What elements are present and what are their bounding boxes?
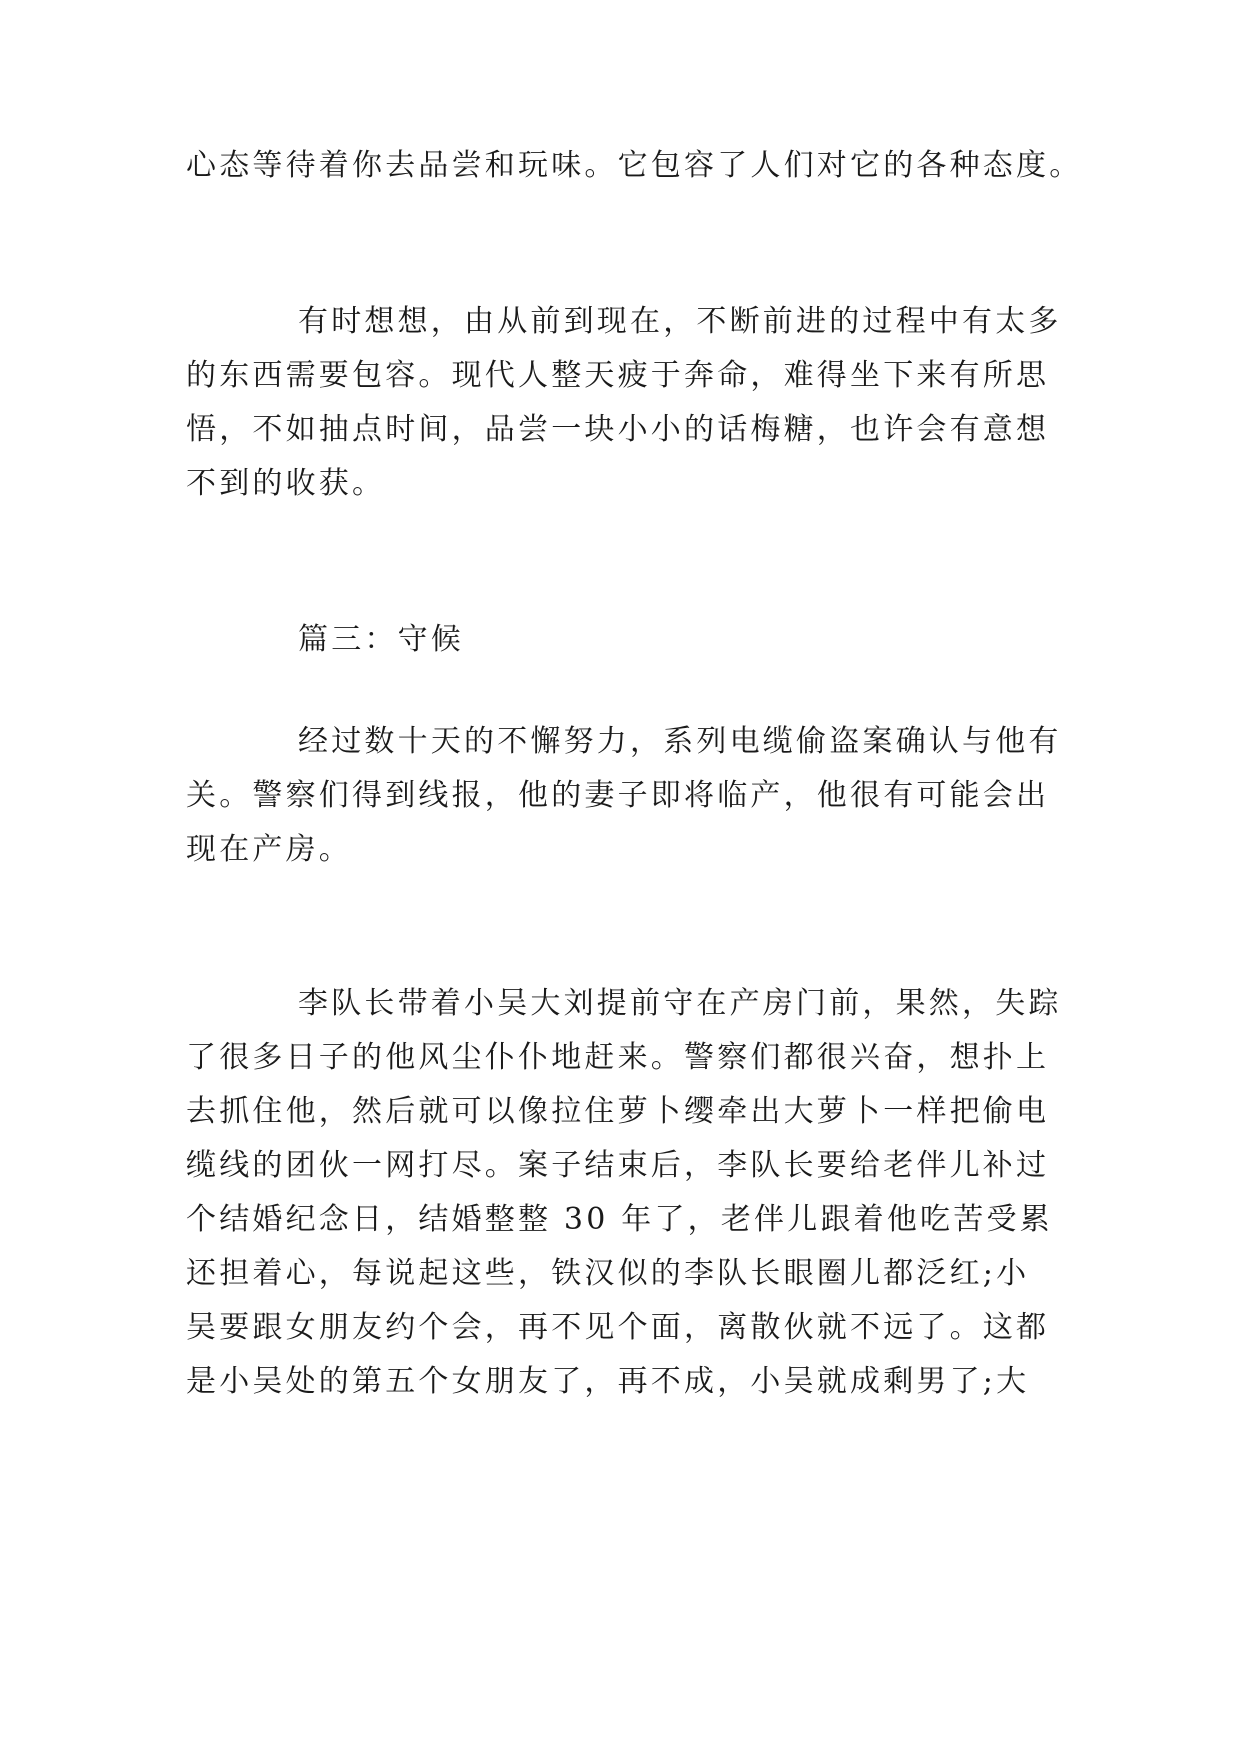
paragraph-line: 关。警察们得到线报，他的妻子即将临产，他很有可能会出 [186, 778, 1050, 813]
paragraph-line: 现在产房。 [186, 832, 352, 867]
paragraph-line: 还担着心，每说起这些，铁汉似的李队长眼圈儿都泛红;小 [186, 1256, 1030, 1291]
paragraph-line: 个结婚纪念日，结婚整整 30 年了，老伴儿跟着他吃苦受累 [186, 1202, 1053, 1237]
paragraph-line: 不到的收获。 [186, 466, 386, 501]
paragraph-line: 经过数十天的不懈努力，系列电缆偷盗案确认与他有 [298, 724, 1062, 759]
paragraph-line: 的东西需要包容。现代人整天疲于奔命，难得坐下来有所思 [186, 358, 1050, 393]
section-heading: 篇三：守候 [298, 622, 464, 657]
paragraph-line: 悟，不如抽点时间，品尝一块小小的话梅糖，也许会有意想 [186, 412, 1050, 447]
paragraph-line: 吴要跟女朋友约个会，再不见个面，离散伙就不远了。这都 [186, 1310, 1050, 1345]
paragraph-line: 心态等待着你去品尝和玩味。它包容了人们对它的各种态度。 [186, 148, 1083, 183]
paragraph-line: 有时想想，由从前到现在，不断前进的过程中有太多 [298, 304, 1062, 339]
paragraph-line: 缆线的团伙一网打尽。案子结束后，李队长要给老伴儿补过 [186, 1148, 1050, 1183]
paragraph-line: 李队长带着小吴大刘提前守在产房门前，果然，失踪 [298, 986, 1062, 1021]
paragraph-line: 了很多日子的他风尘仆仆地赶来。警察们都很兴奋，想扑上 [186, 1040, 1050, 1075]
paragraph-line: 去抓住他，然后就可以像拉住萝卜缨牵出大萝卜一样把偷电 [186, 1094, 1050, 1129]
paragraph-line: 是小吴处的第五个女朋友了，再不成，小吴就成剩男了;大 [186, 1364, 1030, 1399]
